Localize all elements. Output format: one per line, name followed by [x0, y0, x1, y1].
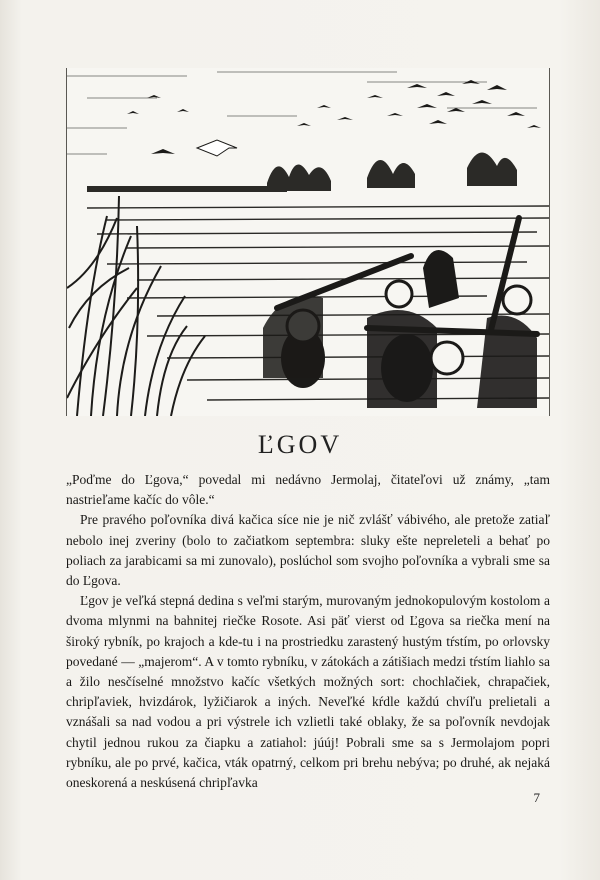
paragraph: „Poďme do Ľgova,“ povedal mi nedávno Jermolaj, čitateľovi už známy, „tam nastrieľame kačíc do vôle.“ — [66, 472, 550, 508]
page-number: 7 — [533, 790, 540, 805]
chapter-title: ĽGOV — [257, 430, 343, 459]
paragraph: Pre pravého poľovníka divá kačica síce nie je nič zvlášť vábivého, ale pretože zatiaľ nebolo inej zveriny (bolo to začiatkom septembra: sluky ešte nepreleteli a behať po poliach za jarabicami sa mi zunovalo), poslúchol som svojho poľovníka a vybrali sme sa do Ľgova. — [66, 512, 550, 589]
paragraph: Ľgov je veľká stepná dedina s veľmi starým, murovaným jednokopulovým kostolom a dvoma mlynmi na bahnitej riečke Rosote. Asi päť vierst od Ľgova sa riečka mení na široký rybník, po krajoch a kde-tu i na prostriedku zarastený hustým tŕstím, po orlovsky povedané — „majerom“. A v tomto rybníku, v zátokách a zátišiach medzi tŕstím liahlo sa a žilo nesčíselné množstvo kačíc všetkých možných sort: chochlačiek, chrapačiek, chripľaviek, hvizdárok, lyžičiarok a iných. Neveľké kŕdle každú chvíľu prelietali a vznášali sa nad vodou a pri výstrele ich vzlietli také oblaky, že sa poľovník nevdojak chytil jednou rukou za čiapku a zatiahol: júúj! Pobrali sme sa s Jermolajom popri rybníku, ale po prvé, kačica, vták opatrný, celkom pri brehu nebýva; po druhé, ak nejaká oneskorená a neskúsená chripľavka — [66, 593, 550, 791]
hunting-illustration — [66, 68, 550, 416]
body-text — [66, 470, 550, 793]
